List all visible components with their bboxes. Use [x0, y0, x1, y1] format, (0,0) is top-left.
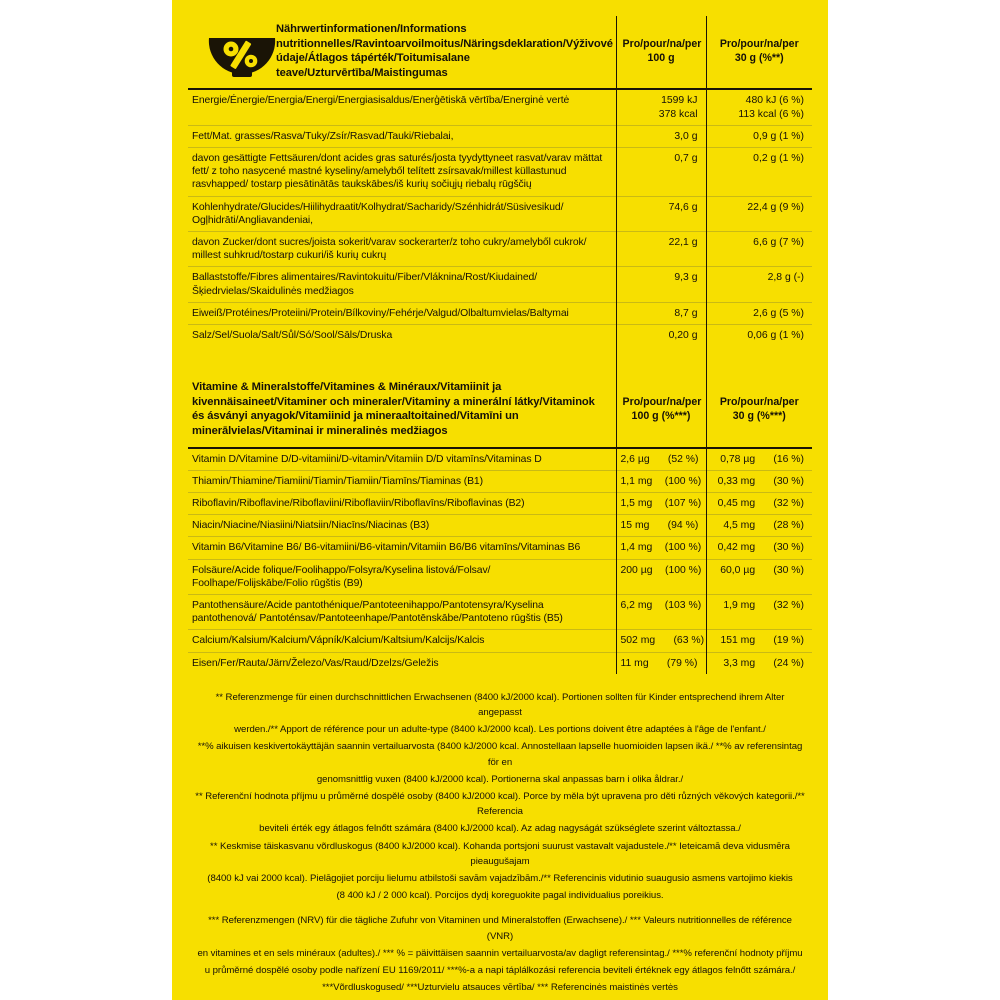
- vitamin-value-30g: [706, 448, 812, 471]
- table-row: [188, 652, 812, 674]
- nutrition-table-title-cell: [188, 16, 616, 89]
- vitamin-amount-30g: 151 mg: [720, 635, 756, 647]
- vitamin-amount-100g: 15 mg: [620, 520, 650, 532]
- vitamin-label: Vitamin B6/Vitamine B6/ B6-vitamiini/B6-vitamin/Vitamiin B6/B6 vitamīns/Vitaminas B6: [188, 537, 616, 559]
- vitamin-percent-30g: (32 %): [773, 498, 804, 509]
- vitamin-amount-30g: 1,9 mg: [723, 600, 756, 612]
- vitamin-amount-100g: 2,6 µg: [620, 453, 650, 465]
- vitamins-col-100g-header-line1: Pro/pour/na/per: [622, 396, 702, 409]
- bowl-percent-icon: [206, 24, 278, 86]
- footnote-line: u průměrné dospělé osoby podle nařízení EU 1169/2011/ ***%-a a napi táplálkozási referencia beviteli értéknek egy átlagos felnőtt számára./: [204, 965, 796, 977]
- section-gap-row: [188, 346, 812, 374]
- footnote-line: werden./** Apport de référence pour un adulte-type (8400 kJ/2000 kcal). Les portions doivent être adaptées à l'âge de l'enfant./: [234, 724, 766, 736]
- table-row: [188, 325, 812, 347]
- vitamins-table: [188, 374, 812, 674]
- vitamins-col-30g-header: [706, 374, 812, 447]
- vitamin-amount-30g: 3,3 mg: [723, 657, 756, 669]
- nutrient-label: Energie/Énergie/Energia/Energi/Energiasisaldus/Enerģētiskā vērtība/Energinė vertė: [192, 95, 570, 107]
- vitamin-label: Pantothensäure/Acide pantothénique/Pantoteenihappo/Pantotensyra/Kyselina pantothenová/ Pantoténsav/Pantoteenhape/Pantotēnskābe/Pantoteno rūgštis (B5): [188, 595, 616, 630]
- vitamin-percent-30g: (16 %): [773, 453, 804, 465]
- vitamin-percent-30g: (28 %): [773, 520, 804, 532]
- nutrient-value-30g: 0,2 g (1 %): [706, 147, 812, 196]
- nutrient-value-100g: 3,0 g: [616, 125, 706, 147]
- vitamin-amount-100g: 200 µg: [620, 564, 653, 576]
- nutrient-value-100g: 0,7 g: [616, 147, 706, 196]
- nutrition-col-100g-header-line1: Pro/pour/na/per: [622, 37, 702, 50]
- vitamin-amount-30g: 0,42 mg: [717, 542, 756, 554]
- vitamin-value-100g: [616, 652, 706, 674]
- nutrient-label: davon gesättigte Fettsäuren/dont acides gras saturés/josta tyydyttyneet rasvat/varav mättat fett/ z toho nasycené mastné kyseliny/amelyből telített zsírsavak/millest küllastunud rasvhapped/ tostarp piesātinātās taukskābes/iš kurių sočiųjų riebalų rūgščių: [188, 147, 616, 196]
- footnote-line: genomsnittlig vuxen (8400 kJ/2000 kcal). Portionerna skal anpassas barn i olika åldrar./: [316, 773, 684, 785]
- nutrient-value-30g: 22,4 g (9 %): [706, 196, 812, 231]
- nutrient-label: Fett/Mat. grasses/Rasva/Tuky/Zsír/Rasvad/Tauki/Riebalai,: [188, 125, 616, 147]
- vitamin-label: Vitamin D/Vitamine D/D-vitamiini/D-vitamin/Vitamiin D/D vitamīns/Vitaminas D: [192, 453, 542, 465]
- section-gap-label-cell: [188, 346, 616, 374]
- vitamins-col-100g-header-line2: 100 g (%***): [631, 410, 691, 423]
- vitamin-label: Eisen/Fer/Rauta/Järn/Železo/Vas/Raud/Dzelzs/Geležis: [188, 652, 616, 674]
- vitamin-value-30g: [706, 595, 812, 630]
- footnote-line: en vitamines et en sels minéraux (adultes)./ *** % = päivittäisen saannin vertailuarvosta/av dagligt referensintag./ ***% referenční hodnoty příjmu: [197, 947, 803, 959]
- footnote-line: ***Võrdluskogused/ ***Uzturvielu atsauces vērtība/ *** Referencinės maistinės vertės: [322, 982, 678, 994]
- vitamin-value-100g: [616, 493, 706, 515]
- table-row: [188, 448, 812, 471]
- footnote-line: ** Keskmise täiskasvanu võrdluskogus (8400 kJ/2000 kcal). Kohanda portsjoni suurust vastavalt vajadustele./** Ieteicamā deva vidusmēra pieaugušajam: [210, 840, 790, 867]
- table-row: [188, 493, 812, 515]
- footnote-block-double-star: [194, 690, 806, 904]
- table-row: [188, 559, 812, 594]
- vitamins-col-30g-header-line2: 30 g (%***): [732, 410, 786, 423]
- nutrient-label: Eiweiß/Protéines/Proteiini/Protein/Bílkoviny/Fehérje/Valgud/Olbaltumvielas/Baltymai: [188, 302, 616, 324]
- vitamin-percent-100g: (94 %): [667, 520, 699, 532]
- vitamin-percent-100g: (100 %): [664, 542, 702, 554]
- vitamin-label: Riboflavin/Riboflavine/Riboflaviini/Riboflaviin/Riboflavīns/Riboflavinas (B2): [188, 493, 616, 515]
- vitamin-percent-100g: (100 %): [665, 564, 702, 576]
- table-row: [188, 89, 812, 125]
- vitamin-value-30g: [706, 630, 812, 652]
- footnote-line: (8 400 kJ / 2 000 kcal). Porcijos dydį koreguokite pagal individualius poreikius.: [336, 890, 664, 902]
- vitamin-percent-100g: (107 %): [664, 498, 702, 509]
- vitamin-percent-30g: (30 %): [773, 542, 804, 554]
- vitamin-value-100g: [616, 470, 706, 492]
- section-gap: [188, 346, 812, 374]
- vitamin-value-100g: [616, 559, 706, 594]
- vitamin-value-30g: [706, 537, 812, 559]
- table-row: [188, 470, 812, 492]
- nutrition-col-100g-header-line2: 100 g: [647, 52, 675, 65]
- section-gap-col2-cell: [706, 346, 812, 374]
- nutrient-value-30g: 0,06 g (1 %): [706, 325, 812, 347]
- vitamin-label: Niacin/Niacine/Niasiini/Niatsiin/Niacīns/Niacinas (B3): [188, 515, 616, 537]
- vitamin-amount-100g: 1,1 mg: [620, 475, 653, 487]
- vitamin-percent-100g: (103 %): [664, 600, 702, 612]
- vitamins-table-title: Vitamine & Mineralstoffe/Vitamines & Minéraux/Vitamiinit ja kivennäisaineet/Vitaminer och mineraler/Vitaminy a minerální látky/Vitaminok és ásványi anyagok/Vitamiinid ja mineraaltoitained/Vitamīni un minerālvielas/Vitaminai ir mineralinės medžiagos: [188, 374, 616, 447]
- vitamin-amount-30g: 0,78 µg: [720, 453, 756, 465]
- vitamin-value-30g: [706, 470, 812, 492]
- footnote-block-triple-star: [194, 913, 806, 995]
- nutrient-value-30g: 0,9 g (1 %): [706, 125, 812, 147]
- footnote-line: (8400 kJ vai 2000 kcal). Pielāgojiet porciju lielumu atbilstoši savām vajadzībām./** Referencinis vidutinio suaugusio asmens vartojimo kiekis: [207, 873, 793, 885]
- vitamin-value-100g: [616, 448, 706, 471]
- footnote-line: *** Referenzmengen (NRV) für die tägliche Zufuhr von Vitaminen und Mineralstoffen (Erwachsene)./ *** Valeurs nutritionnelles de référence (VNR): [208, 915, 792, 942]
- vitamin-label: Folsäure/Acide folique/Foolihappo/Folsyra/Kyselina listová/Folsav/ Foolhape/Folijskābe/Folio rūgštis (B9): [188, 559, 616, 594]
- nutrition-col-100g-header: [616, 16, 706, 89]
- nutrition-col-30g-header: [706, 16, 812, 89]
- vitamin-percent-100g: (79 %): [666, 657, 698, 669]
- table-row: [188, 537, 812, 559]
- nutrient-value-30g-kj: 480 kJ (6 %): [745, 95, 804, 107]
- table-row: [188, 267, 812, 302]
- vitamin-value-100g: [616, 595, 706, 630]
- vitamin-value-30g: [706, 559, 812, 594]
- nutrient-value-30g: 6,6 g (7 %): [706, 232, 812, 267]
- footnotes: [188, 690, 812, 996]
- table-row: [188, 515, 812, 537]
- vitamin-value-100g: [616, 537, 706, 559]
- footnote-line: ** Referenzmenge für einen durchschnittlichen Erwachsenen (8400 kJ/2000 kcal). Portionen sollten für Kinder entsprechend ihrem Alter angepasst: [215, 691, 785, 719]
- vitamins-col-100g-header: [616, 374, 706, 447]
- table-row: [188, 232, 812, 267]
- vitamins-table-header-row: [188, 374, 812, 447]
- nutrition-col-30g-header-line2: 30 g (%**): [734, 52, 784, 65]
- vitamin-value-30g: [706, 515, 812, 537]
- vitamin-amount-100g: 502 mg: [620, 635, 656, 647]
- vitamin-percent-30g: (19 %): [773, 635, 804, 647]
- nutrition-table-header-row: [188, 16, 812, 89]
- table-row: [188, 125, 812, 147]
- vitamin-value-100g: [616, 630, 706, 652]
- table-row: [188, 595, 812, 630]
- vitamin-amount-100g: 1,4 mg: [620, 542, 653, 554]
- nutrient-label: Ballaststoffe/Fibres alimentaires/Ravintokuitu/Fiber/Vláknina/Rost/Kiudained/ Šķiedrvielas/Skaidulinės medžiagos: [188, 267, 616, 302]
- vitamin-value-30g: [706, 493, 812, 515]
- footnote-line: **% aikuisen keskivertokäyttäjän saannin vertailuarvosta (8400 kJ/2000 kcal. Annostellaan lapselle huomioiden lapsen ikä./ **% av referensintag för en: [197, 741, 803, 768]
- vitamin-percent-30g: (30 %): [773, 564, 804, 576]
- nutrient-label: Salz/Sel/Suola/Salt/Sůl/Só/Sool/Sāls/Druska: [188, 325, 616, 347]
- vitamin-label: Thiamin/Thiamine/Tiamiini/Tiamin/Tiamiin/Tiamīns/Tiaminas (B1): [188, 470, 616, 492]
- nutrient-value-30g-kcal: 113 kcal (6 %): [738, 108, 804, 120]
- vitamin-amount-30g: 0,33 mg: [717, 475, 756, 487]
- table-row: [188, 302, 812, 324]
- footnote-line: ** Referenční hodnota příjmu u průměrné dospělé osoby (8400 kJ/2000 kcal). Porce by měla být upravena pro děti různých věkových kategorii./** Referencia: [195, 791, 805, 818]
- vitamin-amount-100g: 1,5 mg: [620, 498, 653, 509]
- section-gap-col1-cell: [616, 346, 706, 374]
- nutrient-value-100g: [616, 89, 706, 125]
- vitamin-amount-30g: 4,5 mg: [723, 520, 756, 532]
- vitamin-amount-100g: 11 mg: [620, 657, 649, 669]
- nutrient-value-30g: 2,6 g (5 %): [706, 302, 812, 324]
- vitamin-amount-100g: 6,2 mg: [620, 600, 653, 612]
- vitamin-amount-30g: 60,0 µg: [720, 564, 756, 576]
- nutrition-col-30g-header-line1: Pro/pour/na/per: [719, 37, 799, 50]
- vitamin-percent-30g: (32 %): [773, 600, 804, 612]
- nutrient-value-30g: [706, 89, 812, 125]
- nutrient-label: Kohlenhydrate/Glucides/Hiilihydraatit/Kolhydrat/Sacharidy/Szénhidrát/Süsivesikud/ Ogļhidrāti/Angliavandeniai,: [188, 196, 616, 231]
- nutrient-value-100g-kcal: 378 kcal: [658, 108, 698, 120]
- yellow-panel: [172, 0, 828, 1000]
- nutrient-value-30g: 2,8 g (-): [706, 267, 812, 302]
- vitamin-amount-30g: 0,45 mg: [717, 498, 756, 509]
- footnote-line: beviteli érték egy átlagos felnőtt számára (8400 kJ/2000 kcal). Az adag nagyságát szükséglete szerint változtassa./: [259, 823, 741, 835]
- nutrient-value-100g: 9,3 g: [616, 267, 706, 302]
- nutrient-value-100g: 0,20 g: [616, 325, 706, 347]
- nutrient-value-100g: 22,1 g: [616, 232, 706, 267]
- vitamin-percent-100g: (63 %): [673, 635, 705, 647]
- vitamin-percent-100g: (52 %): [667, 453, 699, 465]
- vitamin-value-100g: [616, 515, 706, 537]
- nutrition-table-title: Nährwertinformationen/Informations nutritionnelles/Ravintoarvoilmoitus/Näringsdeklaration/Výživové údaje/Átlagos tápérték/Toitumisalane teave/Uzturvērtība/Maistingumas: [276, 23, 613, 79]
- nutrient-label: davon Zucker/dont sucres/joista sokerit/varav sockerarter/z toho cukry/amelyből cukrok/ millest suhkrud/tostarp cukuri/iš kurių cukrų: [188, 232, 616, 267]
- nutrition-table: [188, 16, 812, 346]
- vitamin-percent-30g: (24 %): [773, 657, 804, 669]
- vitamins-col-30g-header-line1: Pro/pour/na/per: [719, 396, 799, 409]
- nutrient-value-100g: 8,7 g: [616, 302, 706, 324]
- vitamin-percent-100g: (100 %): [664, 475, 702, 487]
- nutrient-value-100g-kj: 1599 kJ: [661, 95, 698, 107]
- table-row: [188, 630, 812, 652]
- vitamin-value-30g: [706, 652, 812, 674]
- vitamin-label: Calcium/Kalsium/Kalcium/Vápník/Kalcium/Kaltsium/Kalcijs/Kalcis: [188, 630, 616, 652]
- table-row: [188, 147, 812, 196]
- nutrient-value-100g: 74,6 g: [616, 196, 706, 231]
- vitamin-percent-30g: (30 %): [773, 475, 804, 487]
- table-row: [188, 196, 812, 231]
